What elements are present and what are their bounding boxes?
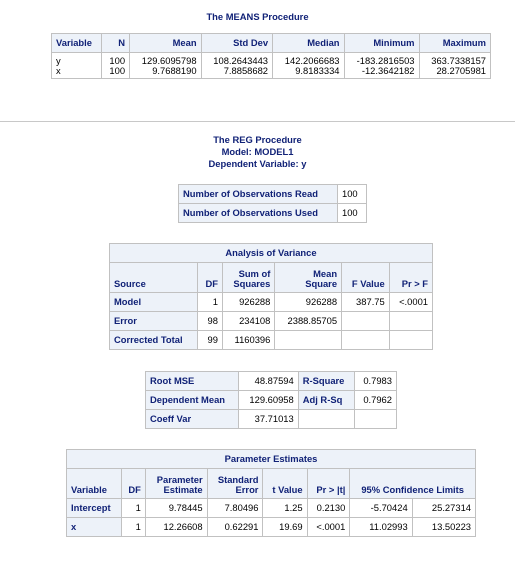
params-col-t: t Value	[263, 469, 307, 499]
params-estimate: 9.78445	[145, 499, 207, 518]
params-col-confidence-limits: 95% Confidence Limits	[350, 469, 476, 499]
anova-ms	[275, 331, 342, 350]
anova-col-p: Pr > F	[389, 263, 432, 293]
fit-row	[146, 391, 397, 410]
anova-title: Analysis of Variance	[110, 244, 433, 263]
means-table	[51, 33, 491, 79]
params-upper-limit: 13.50223	[412, 518, 475, 537]
params-df: 1	[121, 518, 145, 537]
fit-empty-cell	[298, 410, 354, 429]
observations-table	[178, 184, 367, 223]
params-upper-limit: 25.27314	[412, 499, 475, 518]
params-p: <.0001	[307, 518, 350, 537]
params-title: Parameter Estimates	[67, 450, 476, 469]
fit-label: R-Square	[298, 372, 354, 391]
anova-f	[342, 331, 390, 350]
anova-col-f: F Value	[342, 263, 390, 293]
means-col-variable: Variable	[52, 34, 102, 53]
params-df: 1	[121, 499, 145, 518]
parameter-estimates-table	[66, 449, 476, 537]
anova-ms: 926288	[275, 293, 342, 312]
params-variable: x	[67, 518, 122, 537]
anova-col-ss: Sum of Squares	[222, 263, 274, 293]
anova-ss: 234108	[222, 312, 274, 331]
params-col-variable: Variable	[67, 469, 122, 499]
anova-source: Error	[110, 312, 198, 331]
fit-value: 129.60958	[239, 391, 298, 410]
means-col-minimum: Minimum	[344, 34, 419, 53]
params-title-row	[67, 450, 476, 469]
anova-f	[342, 312, 390, 331]
means-col-stddev: Std Dev	[201, 34, 272, 53]
params-lower-limit: -5.70424	[350, 499, 412, 518]
params-p: 0.2130	[307, 499, 350, 518]
params-header-row	[67, 469, 476, 499]
fit-label: Adj R-Sq	[298, 391, 354, 410]
anova-col-source: Source	[110, 263, 198, 293]
anova-df: 98	[198, 312, 223, 331]
params-row	[67, 518, 476, 537]
anova-source: Model	[110, 293, 198, 312]
fit-statistics-table	[145, 371, 397, 429]
params-lower-limit: 11.02993	[350, 518, 412, 537]
means-col-median: Median	[273, 34, 344, 53]
obs-read-value: 100	[338, 185, 367, 204]
anova-p: <.0001	[389, 293, 432, 312]
anova-df: 1	[198, 293, 223, 312]
fit-row	[146, 372, 397, 391]
fit-value: 48.87594	[239, 372, 298, 391]
anova-source: Corrected Total	[110, 331, 198, 350]
means-stddev-cell: 108.2643443 7.8858682	[201, 53, 272, 79]
params-t: 19.69	[263, 518, 307, 537]
means-title: The MEANS Procedure	[206, 11, 309, 22]
fit-value: 37.71013	[239, 410, 298, 429]
obs-row	[179, 204, 367, 223]
means-n-cell: 100 100	[102, 53, 130, 79]
anova-row	[110, 312, 433, 331]
params-col-df: DF	[121, 469, 145, 499]
fit-label: Dependent Mean	[146, 391, 239, 410]
means-col-maximum: Maximum	[419, 34, 491, 53]
anova-header-row	[110, 263, 433, 293]
reg-model: Model: MODEL1	[221, 146, 294, 157]
means-mean-cell: 129.6095798 9.7688190	[130, 53, 201, 79]
means-minimum-cell: -183.2816503 -12.3642182	[344, 53, 419, 79]
means-variable-cell: y x	[52, 53, 102, 79]
anova-ms: 2388.85705	[275, 312, 342, 331]
means-col-mean: Mean	[130, 34, 201, 53]
means-header-row	[52, 34, 491, 53]
anova-row	[110, 331, 433, 350]
anova-col-ms: Mean Square	[275, 263, 342, 293]
anova-table	[109, 243, 433, 350]
reg-depvar: Dependent Variable: y	[208, 158, 307, 169]
anova-p	[389, 331, 432, 350]
obs-row	[179, 185, 367, 204]
anova-df: 99	[198, 331, 223, 350]
params-estimate: 12.26608	[145, 518, 207, 537]
params-col-estimate: Parameter Estimate	[145, 469, 207, 499]
params-row	[67, 499, 476, 518]
fit-value: 0.7962	[355, 391, 397, 410]
fit-label: Root MSE	[146, 372, 239, 391]
anova-ss: 926288	[222, 293, 274, 312]
fit-value: 0.7983	[355, 372, 397, 391]
params-col-p: Pr > |t|	[307, 469, 350, 499]
anova-title-row	[110, 244, 433, 263]
means-data-row	[52, 53, 491, 79]
anova-ss: 1160396	[222, 331, 274, 350]
anova-p	[389, 312, 432, 331]
means-maximum-cell: 363.7338157 28.2705981	[419, 53, 491, 79]
params-t: 1.25	[263, 499, 307, 518]
params-stderr: 7.80496	[207, 499, 263, 518]
anova-row	[110, 293, 433, 312]
obs-read-label: Number of Observations Read	[179, 185, 338, 204]
params-stderr: 0.62291	[207, 518, 263, 537]
fit-label: Coeff Var	[146, 410, 239, 429]
obs-used-value: 100	[338, 204, 367, 223]
obs-used-label: Number of Observations Used	[179, 204, 338, 223]
params-col-stderr: Standard Error	[207, 469, 263, 499]
section-divider	[0, 121, 515, 122]
anova-col-df: DF	[198, 263, 223, 293]
means-median-cell: 142.2066683 9.8183334	[273, 53, 344, 79]
means-col-n: N	[102, 34, 130, 53]
reg-title: The REG Procedure	[213, 134, 302, 145]
fit-empty-cell	[355, 410, 397, 429]
params-variable: Intercept	[67, 499, 122, 518]
fit-row	[146, 410, 397, 429]
anova-f: 387.75	[342, 293, 390, 312]
